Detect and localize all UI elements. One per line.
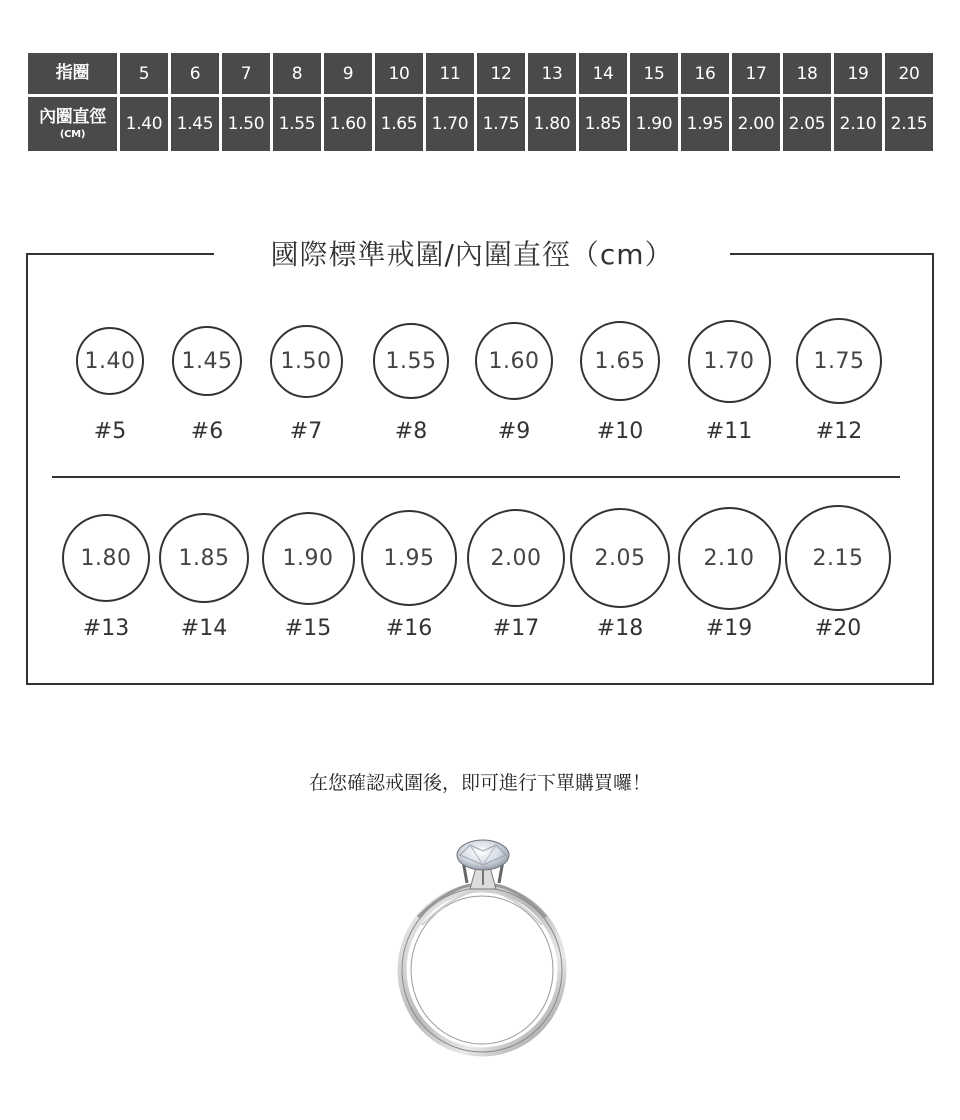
diameter-cell: 1.65 (375, 97, 423, 151)
ring-size-circle (785, 505, 891, 611)
size-cell: 12 (477, 53, 525, 94)
size-header-label: 指圈 (55, 63, 90, 84)
ring-diameter-value: 1.70 (703, 348, 755, 374)
ring-size-label: #16 (385, 616, 433, 641)
ring-size-circle (262, 512, 355, 605)
ring-size-label: #5 (93, 419, 127, 444)
diameter-cell: 1.40 (120, 97, 168, 151)
ring-size-circle (172, 326, 243, 397)
diameter-row (28, 97, 933, 151)
ring-size-circle (373, 323, 449, 399)
diameter-header-label: 內圈直徑 (39, 106, 106, 127)
ring-size-circle (76, 327, 144, 395)
ring-size-circle (475, 322, 553, 400)
size-row-header (28, 53, 117, 94)
diameter-cell: 1.90 (630, 97, 678, 151)
diameter-cell: 1.75 (477, 97, 525, 151)
ring-diameter-value: 1.60 (488, 348, 540, 374)
ring-size-label: #14 (180, 616, 228, 641)
diameter-cell: 2.10 (834, 97, 882, 151)
size-cell: 18 (783, 53, 831, 94)
ring-size-circle (678, 507, 781, 610)
ring-size-label: #9 (497, 419, 531, 444)
ring-size-label: #15 (284, 616, 332, 641)
size-cell: 5 (120, 53, 168, 94)
diameter-cell: 2.05 (783, 97, 831, 151)
ring-size-circle (270, 325, 343, 398)
ring-size-circle (580, 321, 661, 402)
ring-diameter-value: 1.75 (813, 348, 865, 374)
diameter-unit-label: (CM) (59, 129, 86, 141)
size-cell: 14 (579, 53, 627, 94)
ring-diameter-value: 1.95 (383, 545, 435, 571)
diameter-cell: 2.00 (732, 97, 780, 151)
ring-diameter-value: 2.10 (703, 545, 755, 571)
ring-size-circle (688, 320, 771, 403)
diameter-cell: 1.85 (579, 97, 627, 151)
diameter-row-header (28, 97, 117, 151)
size-cell: 6 (171, 53, 219, 94)
ring-size-label: #7 (289, 419, 323, 444)
solitaire-diamond-ring-icon (370, 825, 590, 1065)
ring-size-label: #10 (596, 419, 644, 444)
ring-size-label: #11 (705, 419, 753, 444)
ring-diameter-value: 1.50 (280, 348, 332, 374)
ring-diameter-value: 1.55 (385, 348, 437, 374)
ring-diameter-value: 1.90 (282, 545, 334, 571)
ring-size-label: #12 (815, 419, 863, 444)
ring-diameter-value: 2.05 (594, 545, 646, 571)
size-cell: 11 (426, 53, 474, 94)
ring-size-circle (361, 510, 457, 606)
ring-diameter-value: 2.15 (812, 545, 864, 571)
ring-size-label: #13 (82, 616, 130, 641)
diameter-cell: 1.95 (681, 97, 729, 151)
ring-diameter-value: 1.80 (80, 545, 132, 571)
row-divider (52, 476, 900, 478)
size-row (28, 53, 933, 94)
diameter-cell: 1.50 (222, 97, 270, 151)
ring-diameter-value: 1.65 (594, 348, 646, 374)
ring-size-label: #17 (492, 616, 540, 641)
ring-size-label: #20 (814, 616, 862, 641)
ring-diameter-value: 1.45 (181, 348, 233, 374)
ring-size-circle (570, 508, 671, 609)
size-cell: 13 (528, 53, 576, 94)
panel-title: 國際標準戒圍/內圍直徑（cm） (214, 233, 730, 277)
ring-size-label: #18 (596, 616, 644, 641)
ring-size-label: #8 (394, 419, 428, 444)
diameter-cell: 1.60 (324, 97, 372, 151)
order-notice: 在您確認戒圍後，即可進行下單購買囉！ (308, 772, 651, 794)
size-cell: 16 (681, 53, 729, 94)
diameter-cell: 1.80 (528, 97, 576, 151)
ring-size-table (28, 53, 933, 151)
size-cell: 15 (630, 53, 678, 94)
diameter-cell: 1.55 (273, 97, 321, 151)
size-cell: 8 (273, 53, 321, 94)
diameter-cell: 2.15 (885, 97, 933, 151)
ring-diameter-value: 1.40 (84, 348, 136, 374)
ring-diameter-value: 1.85 (178, 545, 230, 571)
ring-size-circle (159, 513, 250, 604)
size-cell: 9 (324, 53, 372, 94)
diameter-cell: 1.70 (426, 97, 474, 151)
ring-size-label: #6 (190, 419, 224, 444)
size-cell: 17 (732, 53, 780, 94)
size-cell: 10 (375, 53, 423, 94)
size-cell: 7 (222, 53, 270, 94)
diameter-cell: 1.45 (171, 97, 219, 151)
ring-size-circle (62, 514, 150, 602)
size-cell: 19 (834, 53, 882, 94)
ring-size-label: #19 (705, 616, 753, 641)
ring-size-circle (467, 509, 565, 607)
size-cell: 20 (885, 53, 933, 94)
ring-size-circle (796, 318, 882, 404)
ring-diameter-value: 2.00 (490, 545, 542, 571)
